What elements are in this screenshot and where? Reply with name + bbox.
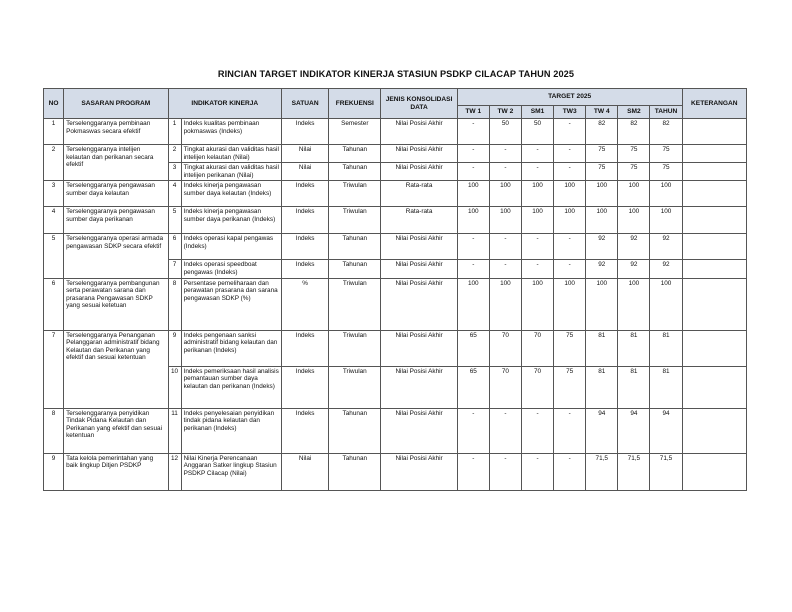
jenis-cell: Nilai Posisi Akhir [381,119,457,145]
indicator-cell: Indeks kinerja pengawasan sumber daya perikanan (Indeks) [181,207,281,234]
tahun-cell: 100 [650,278,682,330]
table-row [44,408,747,453]
tw1-cell: - [457,119,489,145]
tw3-cell: 75 [554,330,586,366]
header-sm1: SM1 [521,106,553,119]
header-tahun: TAHUN [650,106,682,119]
tahun-cell: 100 [650,181,682,207]
table-row [44,145,747,163]
sm1-cell: 50 [521,119,553,145]
tw3-cell: - [554,163,586,181]
table-row [44,453,747,490]
sm2-cell: 75 [618,163,650,181]
table-row [44,119,747,145]
tw2-cell: 100 [489,181,521,207]
sm2-cell: 81 [618,330,650,366]
document-title: RINCIAN TARGET INDIKATOR KINERJA STASIUN PSDKP CILACAP TAHUN 2025 [217,69,575,79]
tahun-cell: 75 [650,145,682,163]
frekuensi-cell: Triwulan [329,366,381,408]
row-no: 9 [44,453,64,490]
indicator-cell: Persentase pemeliharaan dan perawatan prasarana dan sarana pengawasan SDKP (%) [181,278,281,330]
indicator-cell: Indeks penyelesaian penyidikan tindak pidana kelautan dan perikanan (Indeks) [181,408,281,453]
frekuensi-cell: Tahunan [329,408,381,453]
jenis-cell: Rata-rata [381,181,457,207]
tw2-cell: 100 [489,207,521,234]
header-tw1: TW 1 [457,106,489,119]
tw3-cell: - [554,119,586,145]
indicator-cell: Indeks kinerja pengawasan sumber daya kelautan (Indeks) [181,181,281,207]
indicator-no: 4 [168,181,181,207]
header-indikator: INDIKATOR KINERJA [168,89,281,119]
tw2-cell: 70 [489,330,521,366]
jenis-cell: Rata-rata [381,207,457,234]
sasaran-cell: Terselenggaranya penyidikan Tindak Pidana Kelautan dan Perikanan yang efektif dan sesuai ketentuan [64,408,168,453]
keterangan-cell [682,234,746,260]
tw3-cell: - [554,145,586,163]
satuan-cell: Indeks [282,207,329,234]
sm1-cell: - [521,145,553,163]
tw1-cell: - [457,453,489,490]
sm1-cell: 70 [521,330,553,366]
frekuensi-cell: Semester [329,119,381,145]
jenis-cell: Nilai Posisi Akhir [381,366,457,408]
row-no: 4 [44,207,64,234]
tahun-cell: 71,5 [650,453,682,490]
tw2-cell: 70 [489,366,521,408]
row-no: 8 [44,408,64,453]
tw4-cell: 82 [586,119,618,145]
sm2-cell: 100 [618,207,650,234]
sasaran-cell: Terselenggaranya Penanganan Pelanggaran administratif bidang Kelautan dan Perikanan yang efektif dan sesuai ketentuan [64,330,168,408]
tw3-cell: 75 [554,366,586,408]
satuan-cell: Nilai [282,145,329,163]
satuan-cell: Indeks [282,330,329,366]
tahun-cell: 92 [650,234,682,260]
keterangan-cell [682,181,746,207]
tw4-cell: 81 [586,330,618,366]
row-no: 1 [44,119,64,145]
tw1-cell: - [457,163,489,181]
tw2-cell: - [489,453,521,490]
header-tw4: TW 4 [586,106,618,119]
sasaran-cell: Terselenggaranya pembinaan Pokmaswas secara efektif [64,119,168,145]
table-row [44,181,747,207]
sm1-cell: - [521,163,553,181]
keterangan-cell [682,119,746,145]
tw1-cell: - [457,234,489,260]
indicator-cell: Indeks operasi kapal pengawas (Indeks) [181,234,281,260]
tahun-cell: 75 [650,163,682,181]
indicator-cell: Indeks operasi speedboat pengawas (Indeks) [181,260,281,278]
sm1-cell: - [521,234,553,260]
tw1-cell: - [457,145,489,163]
sasaran-cell: Tata kelola pemerintahan yang baik lingkup Ditjen PSDKP [64,453,168,490]
indicator-no: 11 [168,408,181,453]
header-tw2: TW 2 [489,106,521,119]
sasaran-cell: Terselenggaranya operasi armada pengawasan SDKP secara efektif [64,234,168,278]
satuan-cell: Indeks [282,366,329,408]
sasaran-cell: Terselenggaranya pengawasan sumber daya perikanan [64,207,168,234]
tw2-cell: - [489,163,521,181]
sm2-cell: 94 [618,408,650,453]
tw4-cell: 81 [586,366,618,408]
keterangan-cell [682,453,746,490]
indicator-no: 8 [168,278,181,330]
tw2-cell: - [489,260,521,278]
satuan-cell: % [282,278,329,330]
frekuensi-cell: Tahunan [329,145,381,163]
tahun-cell: 81 [650,330,682,366]
satuan-cell: Nilai [282,453,329,490]
keterangan-cell [682,408,746,453]
tw3-cell: 100 [554,278,586,330]
indicator-no: 7 [168,260,181,278]
indicator-no: 2 [168,145,181,163]
tw4-cell: 100 [586,278,618,330]
satuan-cell: Indeks [282,119,329,145]
keterangan-cell [682,330,746,366]
sm1-cell: - [521,453,553,490]
tw4-cell: 92 [586,234,618,260]
indicator-cell: Indeks kualitas pembinaan pokmaswas (Indeks) [181,119,281,145]
keterangan-cell [682,163,746,181]
tw3-cell: 100 [554,207,586,234]
header-frekuensi: FREKUENSI [329,89,381,119]
jenis-cell: Nilai Posisi Akhir [381,408,457,453]
indicator-no: 12 [168,453,181,490]
indicator-cell: Tingkat akurasi dan validitas hasil intelijen kelautan (Nilai) [181,145,281,163]
indicator-no: 5 [168,207,181,234]
tw3-cell: - [554,453,586,490]
tw3-cell: - [554,408,586,453]
tw4-cell: 94 [586,408,618,453]
header-sasaran: SASARAN PROGRAM [64,89,168,119]
frekuensi-cell: Tahunan [329,260,381,278]
tw4-cell: 100 [586,181,618,207]
frekuensi-cell: Tahunan [329,163,381,181]
sm2-cell: 71,5 [618,453,650,490]
frekuensi-cell: Tahunan [329,234,381,260]
tahun-cell: 81 [650,366,682,408]
indicator-cell: Tingkat akurasi dan validitas hasil intelijen perikanan (Nilai) [181,163,281,181]
sm2-cell: 100 [618,278,650,330]
row-no: 3 [44,181,64,207]
row-no: 5 [44,234,64,278]
row-no: 7 [44,330,64,408]
row-no: 6 [44,278,64,330]
jenis-cell: Nilai Posisi Akhir [381,145,457,163]
frekuensi-cell: Triwulan [329,181,381,207]
tw2-cell: - [489,408,521,453]
satuan-cell: Indeks [282,234,329,260]
tw4-cell: 75 [586,163,618,181]
sm1-cell: 70 [521,366,553,408]
keterangan-cell [682,278,746,330]
indicator-no: 3 [168,163,181,181]
tw1-cell: 100 [457,278,489,330]
tw4-cell: 71,5 [586,453,618,490]
tw4-cell: 75 [586,145,618,163]
tw4-cell: 92 [586,260,618,278]
sm2-cell: 81 [618,366,650,408]
indicator-cell: Nilai Kinerja Perencanaan Anggaran Satker lingkup Stasiun PSDKP Cilacap (Nilai) [181,453,281,490]
frekuensi-cell: Tahunan [329,453,381,490]
indicator-no: 1 [168,119,181,145]
satuan-cell: Nilai [282,163,329,181]
tw2-cell: 100 [489,278,521,330]
header-target: TARGET 2025 [457,89,682,106]
jenis-cell: Nilai Posisi Akhir [381,278,457,330]
jenis-cell: Nilai Posisi Akhir [381,260,457,278]
table-row [44,278,747,330]
header-satuan: SATUAN [282,89,329,119]
tw1-cell: 65 [457,330,489,366]
sm1-cell: - [521,260,553,278]
tw2-cell: - [489,145,521,163]
tw1-cell: - [457,260,489,278]
tw4-cell: 100 [586,207,618,234]
tw1-cell: 100 [457,181,489,207]
sasaran-cell: Terselenggaranya pengawasan sumber daya kelautan [64,181,168,207]
jenis-cell: Nilai Posisi Akhir [381,234,457,260]
sm2-cell: 92 [618,234,650,260]
header-keterangan: KETERANGAN [682,89,746,119]
header-tw3: TW3 [554,106,586,119]
header-no: NO [44,89,64,119]
tahun-cell: 92 [650,260,682,278]
frekuensi-cell: Triwulan [329,278,381,330]
sm1-cell: 100 [521,181,553,207]
tahun-cell: 100 [650,207,682,234]
header-sm2: SM2 [618,106,650,119]
frekuensi-cell: Triwulan [329,330,381,366]
tw3-cell: 100 [554,181,586,207]
tw3-cell: - [554,260,586,278]
tw3-cell: - [554,234,586,260]
sm1-cell: 100 [521,278,553,330]
keterangan-cell [682,207,746,234]
jenis-cell: Nilai Posisi Akhir [381,163,457,181]
table-row [44,234,747,260]
sm1-cell: - [521,408,553,453]
tahun-cell: 94 [650,408,682,453]
sm2-cell: 75 [618,145,650,163]
tw2-cell: - [489,234,521,260]
indicator-cell: Indeks pengenaan sanksi administratif bidang kelautan dan perikanan (Indeks) [181,330,281,366]
sm2-cell: 82 [618,119,650,145]
jenis-cell: Nilai Posisi Akhir [381,453,457,490]
header-jenis-konsolidasi: JENIS KONSOLIDASI DATA [381,89,457,119]
tw1-cell: 65 [457,366,489,408]
tw1-cell: 100 [457,207,489,234]
table-row [44,207,747,234]
keterangan-cell [682,145,746,163]
satuan-cell: Indeks [282,181,329,207]
table-row [44,330,747,366]
target-table [43,88,747,491]
sm2-cell: 100 [618,181,650,207]
indicator-no: 6 [168,234,181,260]
sm2-cell: 92 [618,260,650,278]
indicator-no: 10 [168,366,181,408]
jenis-cell: Nilai Posisi Akhir [381,330,457,366]
indicator-cell: Indeks pemeriksaan hasil analisis pemantauan sumber daya kelautan dan perikanan (Indeks) [181,366,281,408]
indicator-no: 9 [168,330,181,366]
keterangan-cell [682,260,746,278]
row-no: 2 [44,145,64,181]
frekuensi-cell: Triwulan [329,207,381,234]
keterangan-cell [682,366,746,408]
sm1-cell: 100 [521,207,553,234]
tw1-cell: - [457,408,489,453]
tw2-cell: 50 [489,119,521,145]
sasaran-cell: Terselenggaranya intelijen kelautan dan perikanan secara efektif [64,145,168,181]
sasaran-cell: Terselenggaranya pembangunan serta perawatan sarana dan prasarana Pengawasan SDKP yang sesuai ketetuan [64,278,168,330]
satuan-cell: Indeks [282,408,329,453]
tahun-cell: 82 [650,119,682,145]
satuan-cell: Indeks [282,260,329,278]
